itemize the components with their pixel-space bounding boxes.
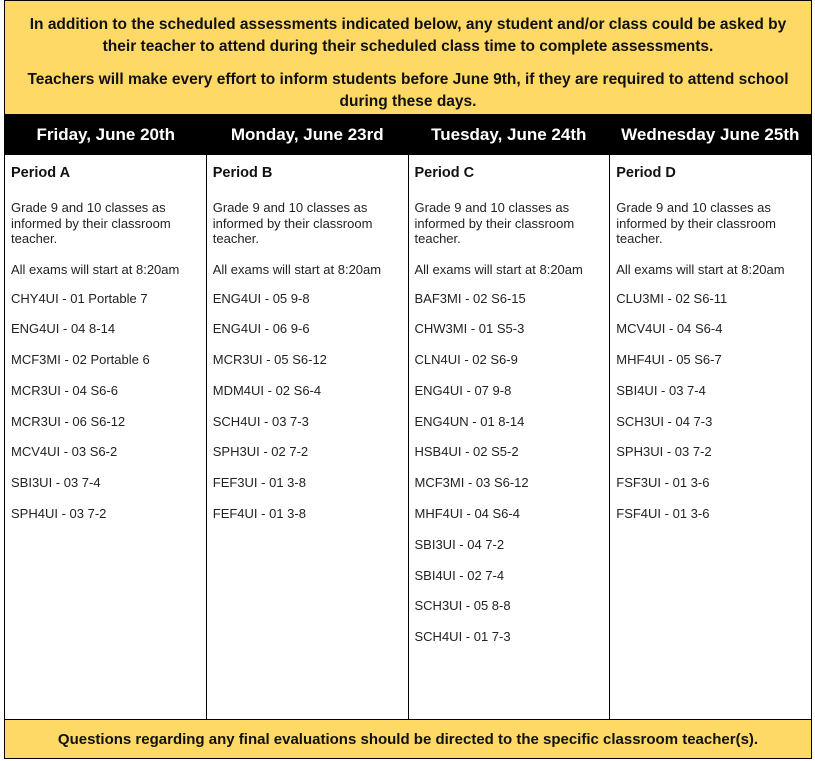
course-entry: FEF4UI - 01 3-8 (212, 506, 306, 522)
course-entry: SCH4UI - 01 7-3 (414, 629, 511, 645)
course-list (11, 291, 200, 537)
course-entry: MHF4UI - 04 S6-4 (414, 506, 520, 522)
period-title: Period C (414, 165, 475, 181)
course-entry: MCV4UI - 04 S6-4 (616, 321, 723, 337)
course-entry: SBI3UI - 04 7-2 (414, 536, 505, 552)
period-title: Period D (616, 165, 676, 181)
course-entry: MCF3MI - 03 S6-12 (414, 475, 529, 491)
start-time-note: All exams will start at 8:20am (414, 261, 583, 277)
course-entry: ENG4UN - 01 8-14 (414, 413, 525, 429)
course-entry: ENG4UI - 06 9-6 (212, 321, 310, 337)
course-entry: BAF3MI - 02 S6-15 (414, 290, 526, 306)
course-entry: HSB4UI - 02 S5-2 (414, 444, 519, 460)
start-time-note: All exams will start at 8:20am (616, 261, 785, 277)
exam-schedule-sheet (4, 0, 812, 759)
course-entry: SPH4UI - 03 7-2 (11, 506, 107, 522)
footer-note: Questions regarding any final evaluations should be directed to the specific classroom teacher(s). (5, 720, 811, 758)
course-entry: MCR3UI - 06 S6-12 (11, 413, 126, 429)
course-entry: CHW3MI - 01 S5-3 (414, 321, 525, 337)
grade-note: Grade 9 and 10 classes as informed by their classroom teacher. (11, 200, 171, 246)
schedule-columns (5, 155, 811, 720)
course-list (616, 291, 805, 537)
course-entry: SBI3UI - 03 7-4 (11, 475, 101, 491)
day-heading: Friday, June 20th (36, 125, 176, 144)
day-header-bar (5, 115, 811, 155)
course-entry: SBI4UI - 03 7-4 (616, 382, 706, 398)
course-entry: SBI4UI - 02 7-4 (414, 567, 505, 583)
day-heading: Wednesday June 25th (621, 125, 800, 144)
course-entry: MDM4UI - 02 S6-4 (212, 382, 322, 398)
course-entry: ENG4UI - 04 8-14 (11, 321, 116, 337)
start-time-note: All exams will start at 8:20am (11, 261, 180, 277)
notice-text-2: Teachers will make every effort to inform students before June 9th, if they are required to attend school during these days. (27, 71, 789, 110)
course-entry: FSF3UI - 01 3-6 (616, 475, 710, 491)
course-entry: MCR3UI - 05 S6-12 (212, 352, 327, 368)
course-entry: ENG4UI - 05 9-8 (212, 290, 310, 306)
course-entry: MCR3UI - 04 S6-6 (11, 382, 118, 398)
notice-text-1: In addition to the scheduled assessments indicated below, any student and/or class could be asked by their teacher to attend during their scheduled class time to complete assessments. (29, 16, 787, 55)
period-title: Period B (212, 165, 273, 181)
course-entry: FEF3UI - 01 3-8 (212, 475, 306, 491)
course-entry: SCH4UI - 03 7-3 (212, 413, 309, 429)
course-list (213, 291, 402, 537)
grade-note: Grade 9 and 10 classes as informed by their classroom teacher. (414, 200, 575, 246)
course-entry: MCF3MI - 02 Portable 6 (11, 352, 150, 368)
day-column (5, 155, 207, 719)
course-entry: ENG4UI - 07 9-8 (414, 382, 512, 398)
course-entry: FSF4UI - 01 3-6 (616, 506, 710, 522)
notice-banner (5, 1, 811, 115)
course-entry: CLN4UI - 02 S6-9 (414, 352, 518, 368)
grade-note: Grade 9 and 10 classes as informed by their classroom teacher. (616, 200, 776, 246)
day-column (610, 155, 811, 719)
course-entry: MCV4UI - 03 S6-2 (11, 444, 118, 460)
course-entry: CLU3MI - 02 S6-11 (616, 290, 728, 306)
day-heading: Monday, June 23rd (230, 125, 384, 144)
day-column (409, 155, 611, 719)
grade-note: Grade 9 and 10 classes as informed by their classroom teacher. (212, 200, 373, 246)
course-entry: SPH3UI - 02 7-2 (212, 444, 309, 460)
course-entry: MHF4UI - 05 S6-7 (616, 352, 722, 368)
day-heading: Tuesday, June 24th (431, 125, 587, 144)
course-entry: CHY4UI - 01 Portable 7 (11, 290, 148, 306)
course-entry: SPH3UI - 03 7-2 (616, 444, 712, 460)
start-time-note: All exams will start at 8:20am (212, 261, 382, 277)
course-entry: SCH3UI - 04 7-3 (616, 413, 713, 429)
period-title: Period A (11, 165, 71, 181)
day-column (207, 155, 409, 719)
course-entry: SCH3UI - 05 8-8 (414, 598, 511, 614)
course-list (415, 291, 604, 661)
